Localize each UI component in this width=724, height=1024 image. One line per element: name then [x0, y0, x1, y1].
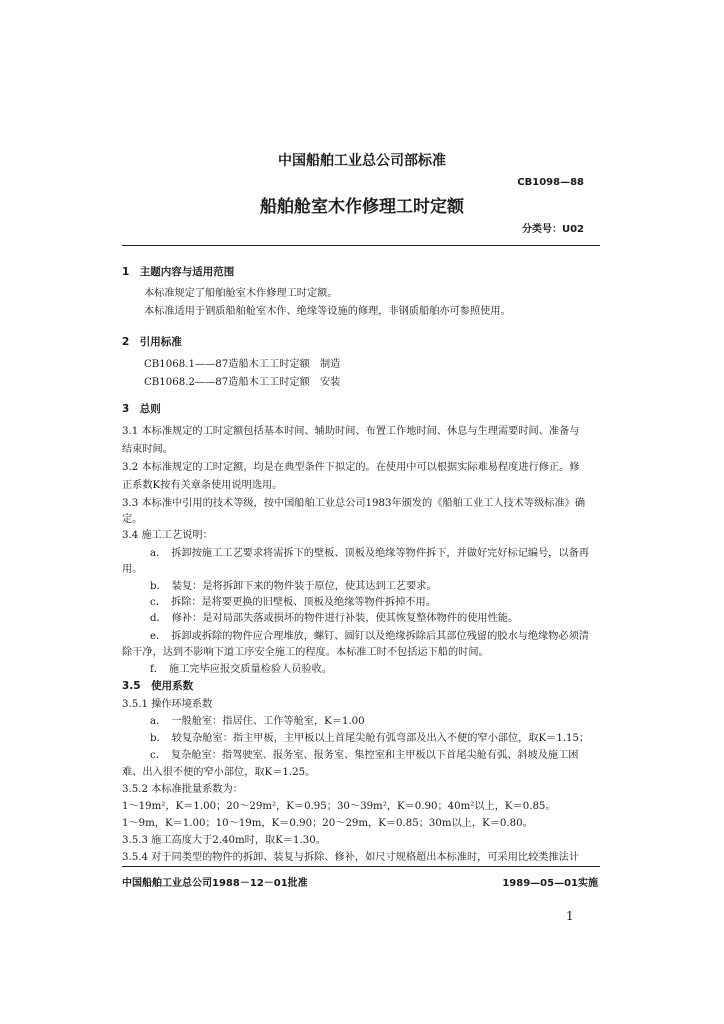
body-line: CB1068.1——87造船木工工时定额 制造 — [144, 359, 341, 370]
section-heading: 2 引用标准 — [122, 336, 182, 348]
body-line: 用。 — [122, 564, 143, 575]
body-line: 结束时间。 — [122, 444, 173, 455]
body-line: 3.4 施工工艺说明： — [122, 530, 213, 541]
body-line: 本标准规定了船舶舱室木作修理工时定额。 — [144, 288, 338, 299]
body-line: 本标准适用于钢质船舶舱室木作、绝缘等设施的修理，非钢质船舶亦可参照使用。 — [144, 306, 511, 317]
classification-number: 分类号：U02 — [521, 224, 584, 235]
header-divider — [122, 245, 600, 246]
footer-divider — [122, 866, 600, 867]
body-line: 1～9m，K＝1.00；10～19m，K＝0.90；20～29m，K＝0.85；30m以上，K＝0.80。 — [122, 818, 533, 829]
body-line: c． 拆除：是将要更换的旧壁板、顶板及绝缘等物件拆掉不用。 — [150, 597, 436, 608]
body-line: 3.3 本标准中引用的技术等级，按中国船舶工业总公司1983年颁发的《船舶工业工人技术等级标准》确 — [122, 498, 586, 509]
body-line: e． 拆卸或拆除的物件应合理堆放，螺钉、圆钉以及绝缘拆除后其部位残留的胶水与绝缘物必须清 — [150, 631, 589, 642]
body-line: b． 较复杂舱室：指主甲板，主甲板以上首尾尖舱有弧弯部及出入不便的窄小部位，取K＝1.15； — [150, 733, 590, 744]
body-line: 3.1 本标准规定的工时定额包括基本时间、辅助时间、布置工作地时间、休息与生理需要时间、准备与 — [122, 426, 580, 437]
section-heading: 3.5 使用系数 — [122, 680, 194, 692]
body-line: 3.5.2 本标准批量系数为： — [122, 784, 243, 795]
page-number: 1 — [566, 909, 574, 923]
section-heading: 1 主题内容与适用范围 — [122, 266, 235, 278]
body-line: CB1068.2——87造船木工工时定额 安装 — [144, 377, 341, 388]
body-line: 3.2 本标准规定的工时定额，均是在典型条件下拟定的。在使用中可以根据实际难易程度进行修正。修 — [122, 462, 580, 473]
body-line: f． 施工完毕应报交质量检验人员验收。 — [150, 664, 333, 675]
body-line: a． 一般舱室：指居住、工作等舱室，K＝1.00 — [150, 716, 365, 727]
section-heading: 3 总则 — [122, 403, 161, 415]
body-line: a． 拆卸按施工工艺要求将需拆下的壁板、顶板及绝缘等物件拆下，并做好完好标记编号，以备再 — [150, 548, 590, 559]
document-title: 船舶舱室木作修理工时定额 — [260, 197, 464, 217]
body-line: d． 修补：是对局部失落或损坏的物件进行补装，使其恢复整体物件的使用性能。 — [150, 613, 519, 624]
body-line: 难、出入很不便的窄小部位，取K＝1.25。 — [122, 767, 316, 778]
approval-date: 中国船舶工业总公司1988－12－01批准 — [122, 878, 308, 889]
body-line: 定。 — [122, 514, 143, 525]
body-line: 1～19m²，K＝1.00；20～29m²，K＝0.95；30～39m²，K＝0.90；40m²以上，K＝0.85。 — [122, 801, 556, 812]
implementation-date: 1989—05—01实施 — [502, 878, 598, 889]
issuing-organization: 中国船舶工业总公司部标准 — [278, 153, 446, 169]
body-line: 正系数K按有关章条使用说明选用。 — [122, 480, 283, 491]
body-line: 3.5.3 施工高度大于2.40m时，取K＝1.30。 — [122, 835, 326, 846]
body-line: 3.5.1 操作环境系数 — [122, 699, 213, 710]
body-line: 3.5.4 对于同类型的物件的拆卸、装复与拆除、修补，如尺寸规格超出本标准时，可采用比较类推法计 — [122, 852, 580, 863]
body-line: b． 装复：是将拆卸下来的物件装于原位，使其达到工艺要求。 — [150, 581, 437, 592]
standard-code: CB1098—88 — [517, 177, 584, 188]
body-line: 除干净，达到不影响下道工序安全施工的程度。本标准工时不包括运下船的时间。 — [122, 647, 489, 658]
body-line: c． 复杂舱室：指驾驶室、报务室、报务室、集控室和主甲板以下首尾尖舱有弧、斜坡及施工困 — [150, 750, 579, 761]
